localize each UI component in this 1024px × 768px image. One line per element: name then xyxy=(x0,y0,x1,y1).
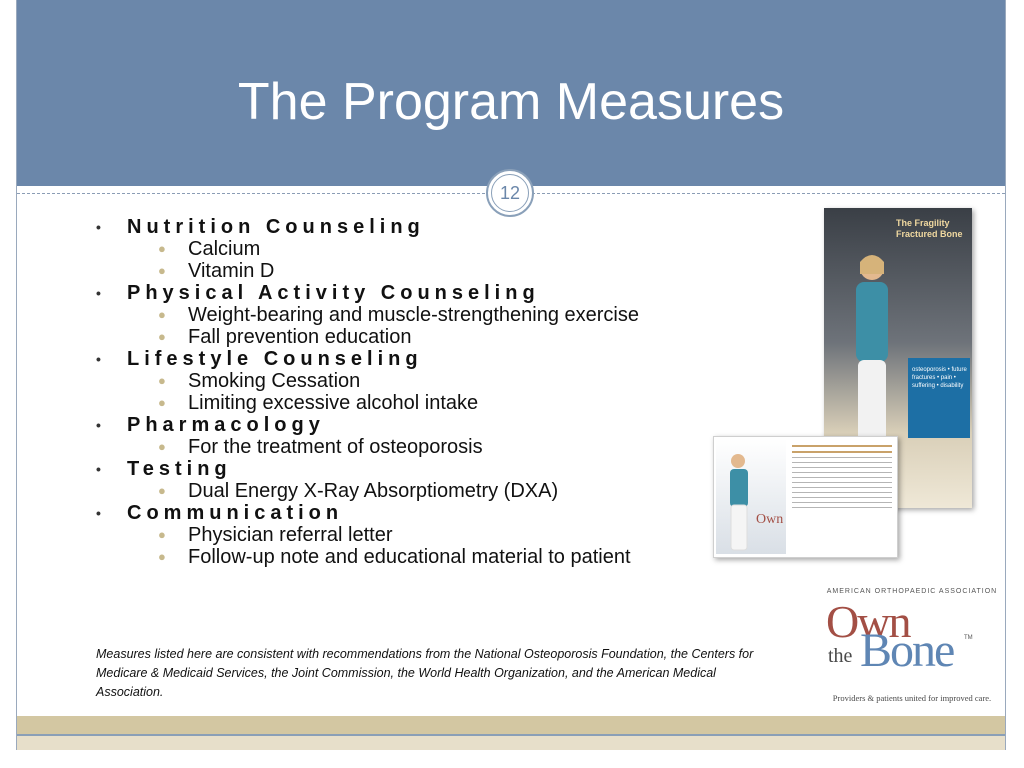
bullet-icon: • xyxy=(96,417,101,433)
section-heading-text: Nutrition Counseling xyxy=(127,216,425,238)
list-item xyxy=(96,480,716,502)
footnote: Measures listed here are consistent with recommendations from the National Osteoporosis Foundation, the Centers for Medicare & Medicaid Services, the Joint Commission, the World Health Organization, and the American Medical Association. xyxy=(96,647,754,699)
section-heading-text: Pharmacology xyxy=(127,414,325,436)
logo-tagline: Providers & patients united for improved care. xyxy=(832,693,992,703)
slide-title: The Program Measures xyxy=(237,73,785,131)
list-item xyxy=(96,546,716,568)
brochure-inside-image xyxy=(713,436,898,558)
brochure-inside-photo xyxy=(716,439,786,554)
list-item-text: Limiting excessive alcohol intake xyxy=(188,392,479,414)
list-item xyxy=(96,370,716,392)
section-heading xyxy=(96,282,716,304)
brochure-title: The Fragility Fractured Bone xyxy=(896,218,963,239)
bullet-icon: • xyxy=(96,351,101,367)
list-item xyxy=(96,304,716,326)
sub-bullet-icon: ● xyxy=(158,395,166,410)
section-heading xyxy=(96,348,716,370)
list-item xyxy=(96,524,716,546)
list-item-text: Smoking Cessation xyxy=(188,370,361,392)
list-item xyxy=(96,260,716,282)
logo-the: the xyxy=(828,645,853,667)
section-heading-text: Lifestyle Counseling xyxy=(127,348,423,370)
section-heading-text: Physical Activity Counseling xyxy=(127,282,540,304)
sub-bullet-icon: ● xyxy=(158,307,166,322)
list-item-text: For the treatment of osteoporosis xyxy=(188,436,483,458)
bullet-icon: • xyxy=(96,505,101,521)
logo-bone: Bone xyxy=(860,624,954,677)
section-heading xyxy=(96,502,716,524)
list-item xyxy=(96,326,716,348)
list-item xyxy=(96,238,716,260)
sub-bullet-icon: ● xyxy=(158,549,166,564)
sub-bullet-icon: ● xyxy=(158,263,166,278)
sub-bullet-icon: ● xyxy=(158,439,166,454)
list-item-text: Weight-bearing and muscle-strengthening exercise xyxy=(188,304,639,326)
list-item-text: Follow-up note and educational material to patient xyxy=(188,546,631,568)
section-heading-text: Testing xyxy=(127,458,232,480)
section-heading xyxy=(96,216,716,238)
section-heading xyxy=(96,458,716,480)
footer-band xyxy=(17,716,1005,734)
bullet-list xyxy=(96,216,716,568)
sub-bullet-icon: ● xyxy=(158,241,166,256)
slide-number: 12 xyxy=(486,169,534,217)
list-item-text: Dual Energy X-Ray Absorptiometry (DXA) xyxy=(188,480,559,502)
section-heading-text: Communication xyxy=(127,502,344,524)
list-item-text: Vitamin D xyxy=(188,260,275,282)
brochure-panel-text: osteoporosis • future fractures • pain • suffering • disability xyxy=(912,367,967,389)
brochure-text-lines xyxy=(792,445,892,512)
list-item xyxy=(96,392,716,414)
svg-text:Own: Own xyxy=(756,512,784,527)
bullet-icon: • xyxy=(96,285,101,301)
logo-association: AMERICAN ORTHOPAEDIC ASSOCIATION xyxy=(826,588,998,595)
section-heading xyxy=(96,414,716,436)
bullet-icon: • xyxy=(96,461,101,477)
own-the-bone-logo xyxy=(826,585,998,707)
woman-figure-small-image xyxy=(716,439,786,554)
list-item-text: Physician referral letter xyxy=(188,524,393,546)
list-item-text: Calcium xyxy=(188,238,261,260)
list-item xyxy=(96,436,716,458)
logo-own: Own xyxy=(826,596,910,647)
sub-bullet-icon: ● xyxy=(158,373,166,388)
logo-tm: TM xyxy=(964,635,973,641)
sub-bullet-icon: ● xyxy=(158,527,166,542)
bullet-icon: • xyxy=(96,219,101,235)
list-item-text: Fall prevention education xyxy=(188,326,412,348)
sub-bullet-icon: ● xyxy=(158,329,166,344)
footer-band-lower xyxy=(17,736,1005,750)
sub-bullet-icon: ● xyxy=(158,483,166,498)
